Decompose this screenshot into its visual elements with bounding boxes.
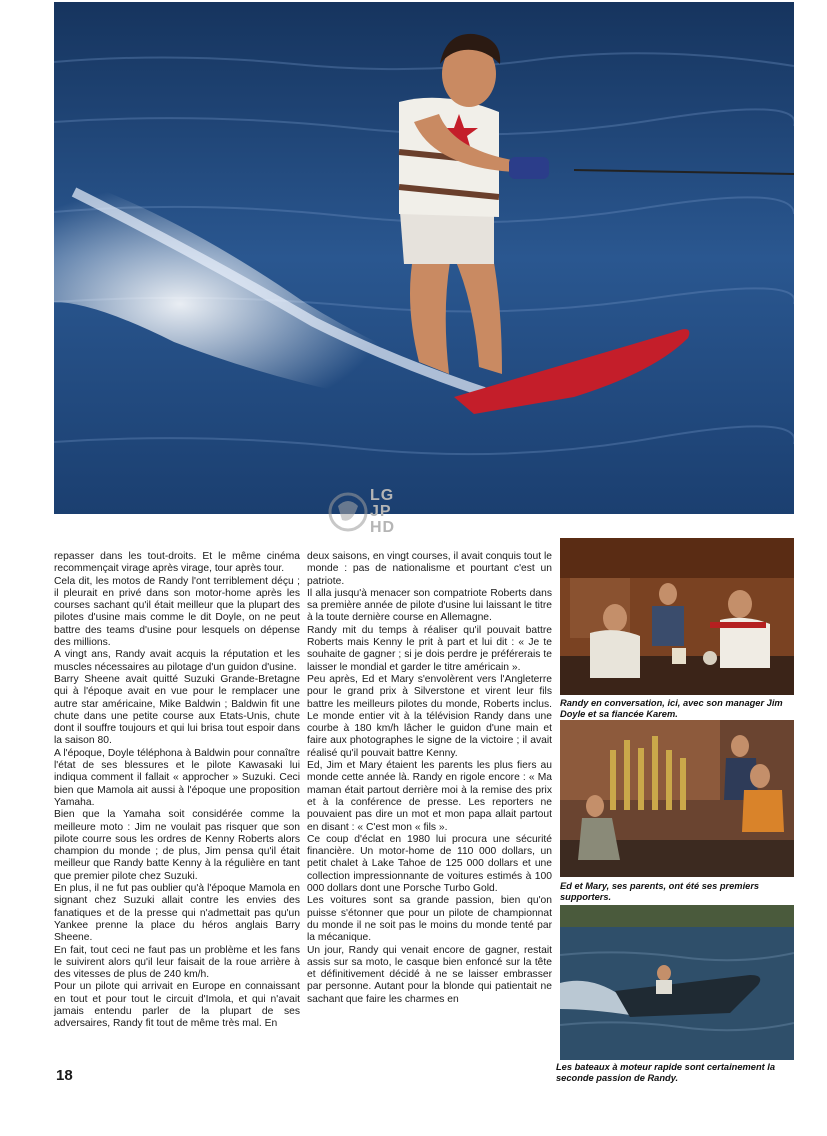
photo-caption: Randy en conversation, ici, avec son manager Jim Doyle et sa fiancée Karem.: [560, 698, 783, 719]
paragraph: repasser dans les tout-droits. Et le même cinéma recommençait virage après virage, tour après tour.: [54, 551, 300, 575]
paragraph: A vingt ans, Randy avait acquis la réputation et les muscles nécessaires au pilotage d'un guidon d'usine.: [54, 649, 300, 673]
paragraph: Barry Sheene avait quitté Suzuki Grande-Bretagne qui à l'époque avait en vue pour le remplacer une autre star américaine, Mike Baldwin ; Baldwin fit une chute dans une petite course aux Etats-Unis, chute dont il souffre toujours et qui lui brisa tout espoir dans la saison 80.: [54, 673, 300, 747]
paragraph: Cela dit, les motos de Randy l'ont terriblement déçu ; il pleurait en privé dans son motor-home après les courses sachant qu'il était meilleur que la plupart des pilotes d'usine mais comme le dit Doyle, on ne peut battre des teams d'usine pour lesquels on dépense des millions.: [54, 575, 300, 649]
photo-caption: Ed et Mary, ses parents, ont été ses premiers supporters.: [560, 881, 760, 902]
paragraph: Un jour, Randy qui venait encore de gagner, restait assis sur sa moto, le casque bien enfoncé sur la tête et définitivement décidé à ne se laisser embrasser par personne. Autant pour la blonde qui patientait ne sachant que faire les charmes en: [307, 944, 552, 1005]
paragraph: A l'époque, Doyle téléphona à Baldwin pour connaître l'état de ses blessures et le pilote Kawasaki lui indiqua comment il fallait « approcher » Suzuki. Ceci bien que Mamola ait aussi à l'époque une proposition Yamaha.: [54, 747, 300, 808]
article-column-1: [54, 551, 300, 1031]
photo-parents-trophies: [560, 720, 794, 877]
paragraph: Il alla jusqu'à menacer son compatriote Roberts dans sa première année de pilote d'usine lui laissant le titre à la toute dernière course en Allemagne.: [307, 587, 552, 624]
paragraph: Randy mit du temps à réaliser qu'il pouvait battre Roberts mais Kenny le prit à part et lui dit : « Je te souhaite de gagner ; si je dois perdre je préférerais te laisser le mondial et garder le titre américain ».: [307, 624, 552, 673]
photo-caption: Les bateaux à moteur rapide sont certainement la seconde passion de Randy.: [556, 1062, 776, 1083]
watermark-text: LG JP HD: [370, 487, 396, 536]
paragraph: En fait, tout ceci ne faut pas un problème et les fans le suivirent alors qu'il leur faisait de la roue arrière à des vitesses de plus de 240 km/h.: [54, 944, 300, 981]
paragraph: Ce coup d'éclat en 1980 lui procura une sécurité financière. Un motor-home de 110 000 dollars, un petit chalet à Lake Tahoe de 125 000 dollars et une collection impressionnante de voitures estimés à 100 000 dollars dont une Porsche Turbo Gold.: [307, 833, 552, 895]
paragraph: Ed, Jim et Mary étaient les parents les plus fiers au monde cette année là. Randy en rigole encore : « Ma maman était partout derrière moi à la remise des prix et à la conférence de presse. Les reporters ne pouvaient pas dire un mot et mon papa allait partout en disant : « C'est mon « fils ».: [307, 760, 552, 833]
paragraph: Pour un pilote qui arrivait en Europe en connaissant en tout et pour tout le circuit d'Imola, et qui n'avait jamais entendu parler de la plupart de ses adversaires, Randy fit tout de même très mal. En: [54, 981, 300, 1030]
photo-speedboat: [560, 905, 794, 1060]
paragraph: Les voitures sont sa grande passion, bien qu'on puisse s'étonner que pour un pilote de championnat du monde il ne soit pas le moins du monde tenté par la mécanique.: [307, 895, 552, 944]
paragraph: Bien que la Yamaha soit considérée comme la meilleure moto : Jim ne voulait pas risquer que son pilote courre sous les ordres de Kenny Roberts alors champion du monde ; de plus, Jim pensa qu'il était meilleur que Randy batte Kenny à la régulière en tant que premier pilote chez Suzuki.: [54, 809, 300, 882]
paragraph: Peu après, Ed et Mary s'envolèrent vers l'Angleterre pour le grand prix à Silverstone et virent leur fils battre les meilleurs pilotes du monde, Roberts inclus. Le monde entier vit à la télévision Randy dans une courbe à 180 km/h lâcher le guidon d'une main et faire aux photographes le signe de la victoire ; il avait réalisé qu'il pouvait battre Kenny.: [307, 673, 552, 759]
paragraph: En plus, il ne fut pas oublier qu'à l'époque Mamola en signant chez Suzuki allait contre les envies des fanatiques et de la presse qui n'admettait pas qu'un Yankee prenne la place du héros anglais Barry Sheene.: [54, 883, 300, 944]
photo-conversation: [560, 538, 794, 695]
paragraph: deux saisons, en vingt courses, il avait conquis tout le monde : pas de nationalisme et pourtant c'est un patriote.: [307, 551, 552, 587]
page-number: 18: [56, 1067, 73, 1084]
hero-photo-water-skier: [54, 2, 794, 514]
article-column-2: [307, 551, 552, 1006]
